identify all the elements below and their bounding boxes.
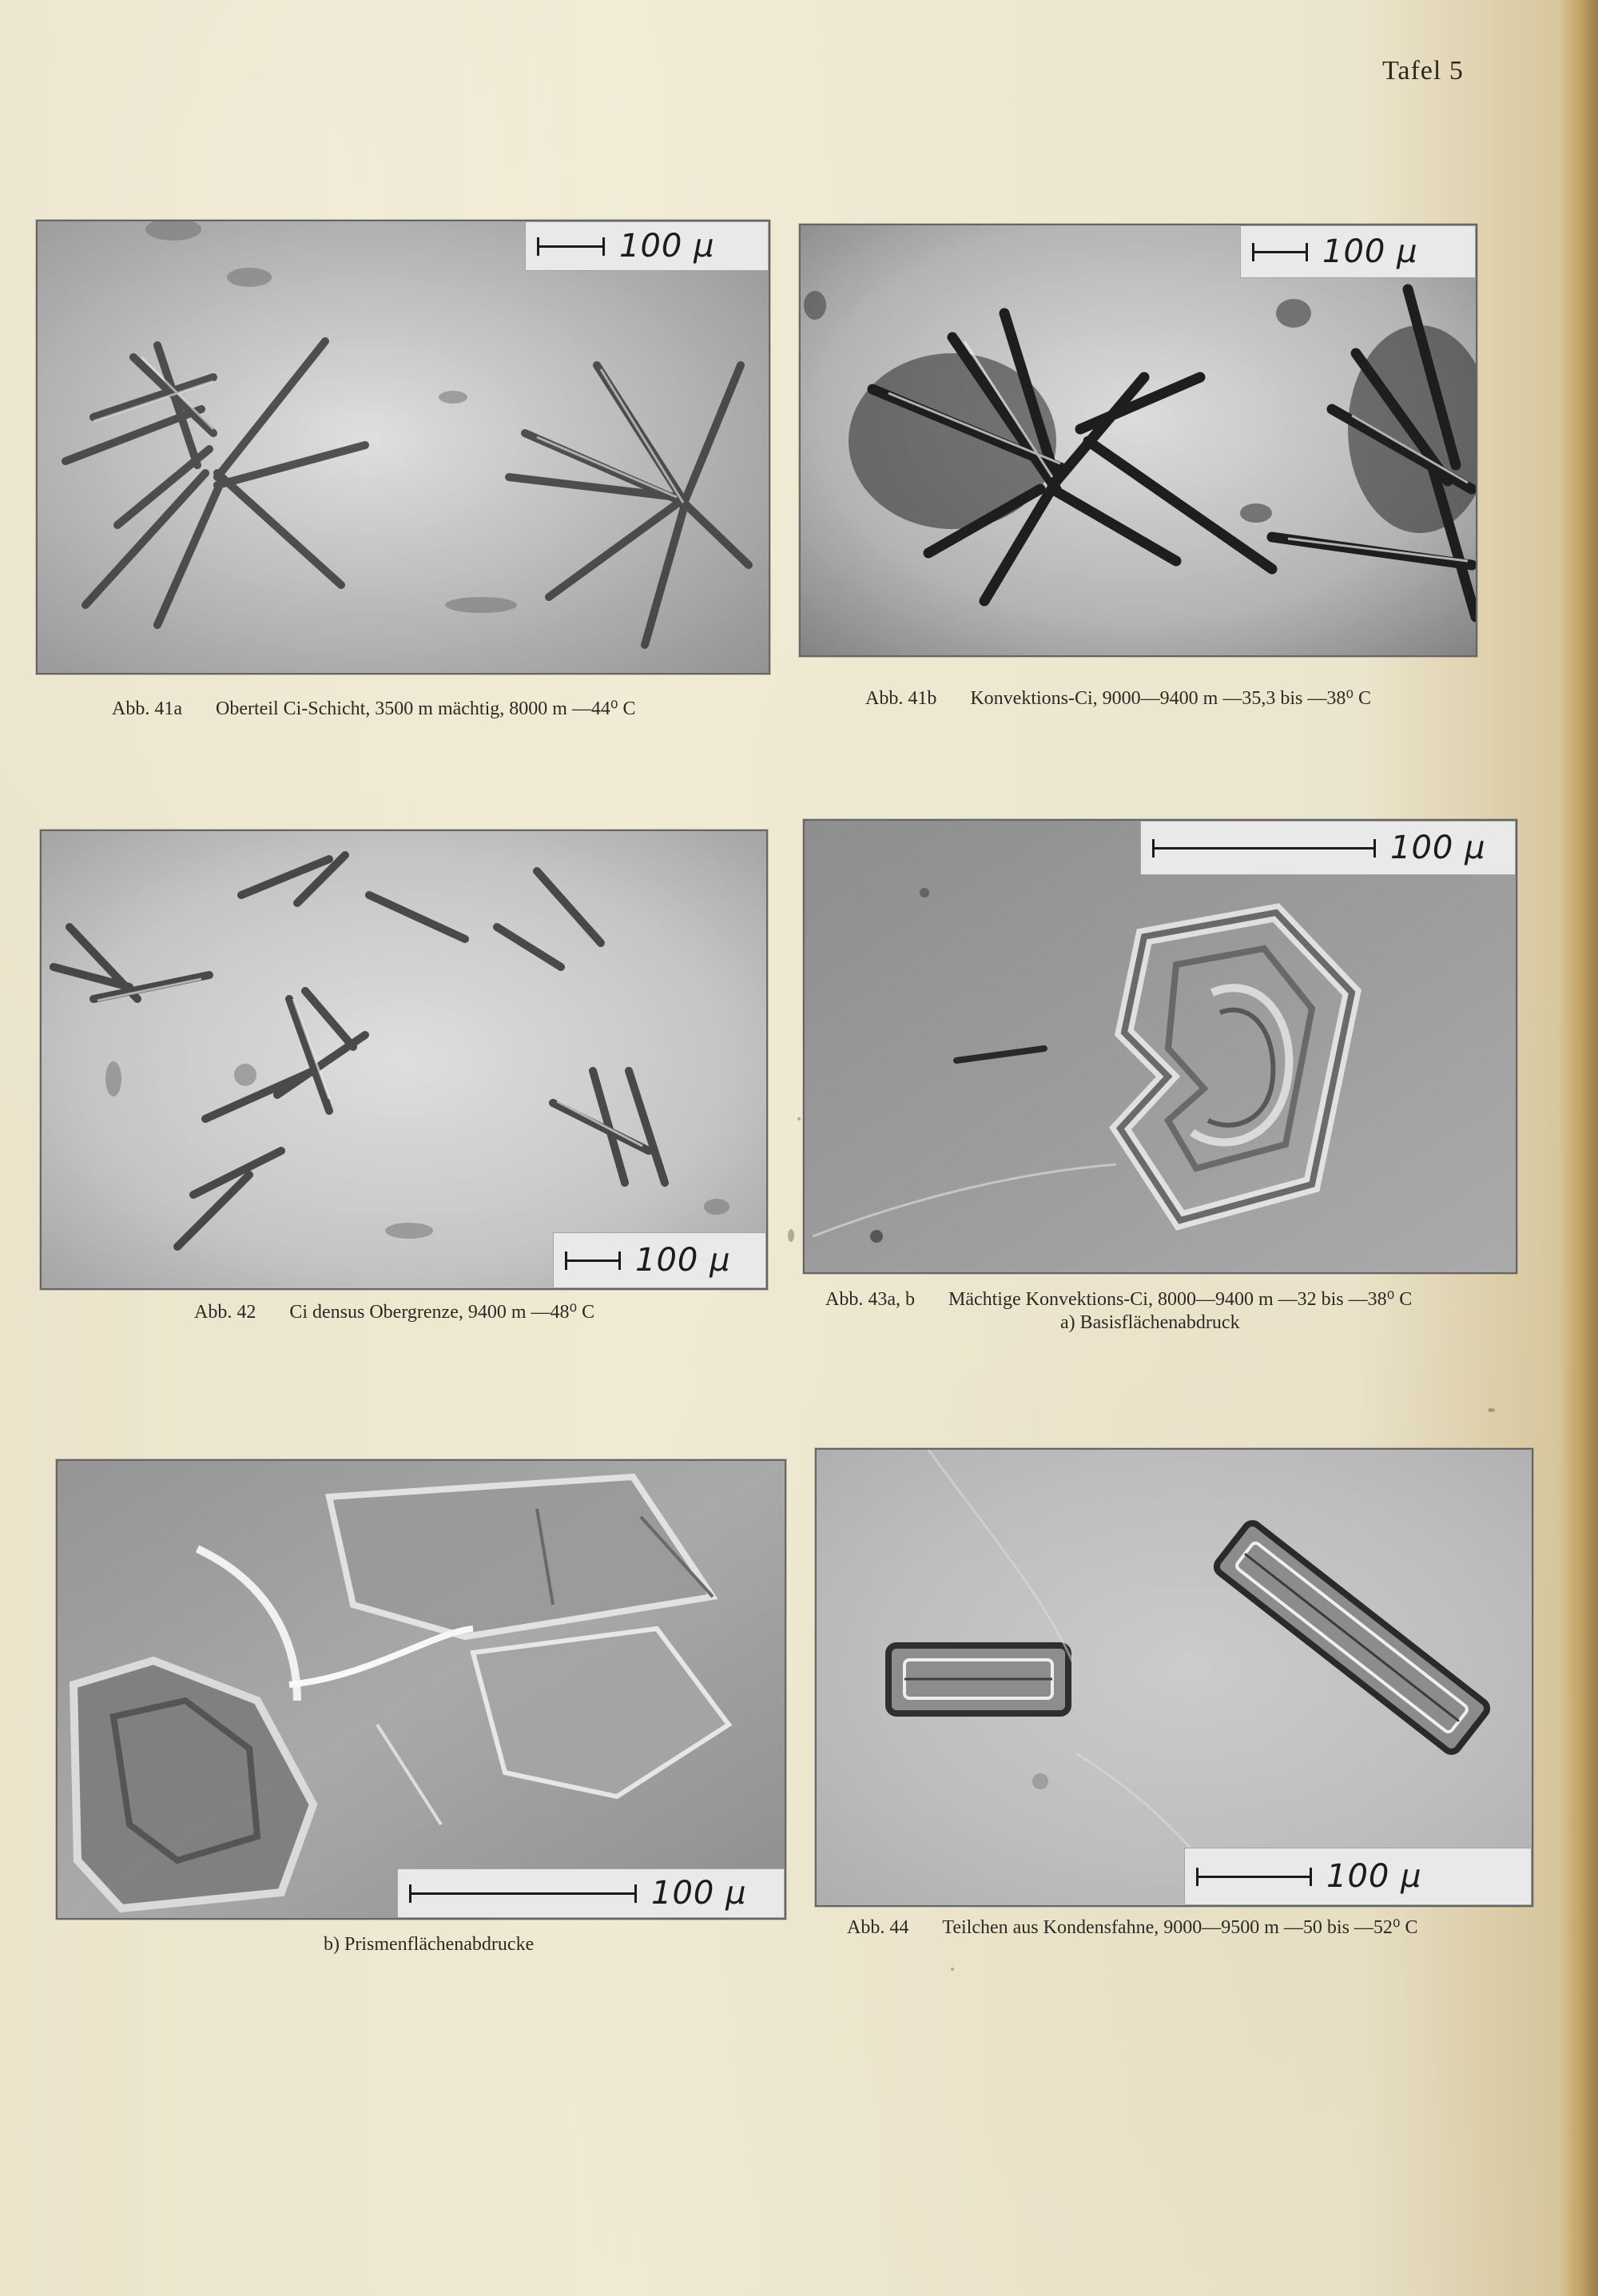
figure-44-image [815, 1448, 1533, 1907]
figure-42-caption [194, 1301, 594, 1324]
figure-41b-caption [865, 687, 1371, 710]
figure-43b-scale-bar [397, 1868, 785, 1918]
figure-43a-scale-bar [1140, 821, 1516, 875]
scale-bar-label: 100 μ [619, 228, 715, 265]
scale-bar-label: 100 μ [1326, 1858, 1422, 1895]
page-speck [788, 1229, 794, 1242]
page-speck [797, 1117, 801, 1120]
figure-41b-caption-label: Abb. 41b [865, 688, 937, 709]
figure-41a-caption-text: Oberteil Ci-Schicht, 3500 m mächtig, 8000 m —44⁰ C [215, 698, 636, 719]
scale-bar-line [537, 245, 605, 248]
scale-bar-label: 100 μ [635, 1242, 731, 1279]
figure-43a-subcaption: a) Basisflächenabdruck [1060, 1312, 1240, 1333]
figure-42-caption-text: Ci densus Obergrenze, 9400 m —48⁰ C [289, 1302, 595, 1323]
figure-41b-image [799, 224, 1477, 657]
figure-43b-image [56, 1459, 786, 1920]
figure-43a-caption-main [825, 1288, 1412, 1311]
figure-42-scale-bar [553, 1232, 766, 1288]
figure-44-scale-bar [1184, 1848, 1532, 1905]
figure-42-image [40, 830, 768, 1290]
figure-41a-caption-label: Abb. 41a [112, 698, 182, 719]
scale-bar-label: 100 μ [1322, 233, 1418, 270]
figure-41a-caption [112, 698, 636, 721]
scale-bar-line [565, 1259, 621, 1262]
page-edge-shadow [1560, 0, 1598, 2296]
figure-43a-image [803, 819, 1517, 1274]
scale-bar-line [1152, 847, 1376, 850]
scale-bar-label: 100 μ [1390, 830, 1486, 866]
figure-43b-subcaption: b) Prismenflächenabdrucke [324, 1934, 535, 1955]
figure-44-caption-label: Abb. 44 [847, 1917, 909, 1938]
plate-label: Tafel 5 [1382, 56, 1464, 86]
figure-41b-scale-bar [1240, 225, 1476, 278]
page-speck [1488, 1408, 1495, 1412]
figure-41a-scale-bar [525, 221, 769, 271]
page-speck [951, 1968, 954, 1971]
scale-bar-line [1196, 1876, 1312, 1878]
figure-44-caption [847, 1916, 1418, 1940]
scale-bar-label: 100 μ [651, 1875, 747, 1912]
figure-44-caption-text: Teilchen aus Kondensfahne, 9000—9500 m —50 bis —52⁰ C [942, 1917, 1418, 1938]
figure-43a-caption-label: Abb. 43a, b [825, 1289, 915, 1310]
scale-bar-line [1252, 251, 1308, 253]
figure-43a-caption-text: Mächtige Konvektions-Ci, 8000—9400 m —32 bis —38⁰ C [948, 1289, 1413, 1310]
figure-43a-caption [825, 1288, 1412, 1311]
figure-41b-caption-text: Konvektions-Ci, 9000—9400 m —35,3 bis —38⁰ C [970, 688, 1371, 709]
scale-bar-line [409, 1892, 637, 1895]
figure-41a-image [36, 220, 770, 674]
figure-42-caption-label: Abb. 42 [194, 1302, 256, 1323]
